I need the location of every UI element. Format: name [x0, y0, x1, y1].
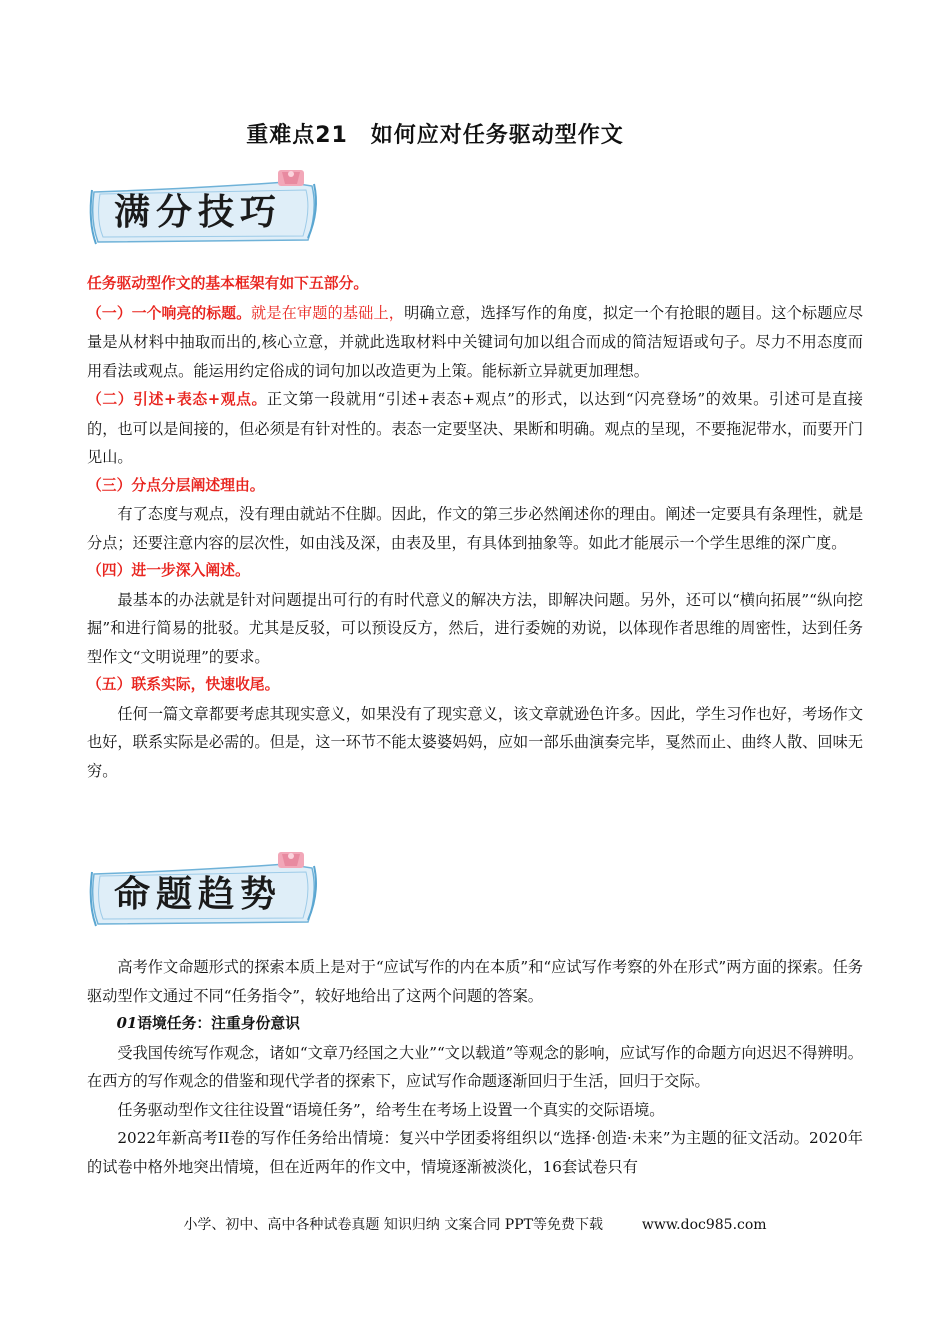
section-banner-trends [86, 852, 326, 930]
item-red-text: 就是在审题的基础上， [251, 303, 405, 322]
section-banner-tips [86, 170, 326, 248]
item-2 [87, 385, 863, 472]
item-4-heading: （四）进一步深入阐述。 [87, 562, 250, 579]
item-3-text: 有了态度与观点，没有理由就站不住脚。因此，作文的第三步必然阐述你的理由。阐述一定要具有条理性，就是分点；还要注意内容的层次性，如由浅及深，由表及里，有具体到抽象等。如此才能展示一个学生思维的深广度。 [87, 505, 863, 552]
section-trends-body [87, 953, 863, 1181]
paragraph: 任务驱动型作文往往设置“语境任务”，给考生在考场上设置一个真实的交际语境。 [117, 1100, 665, 1119]
item-heading: （二）引述+表态+观点。 [87, 391, 267, 408]
item-3-heading: （三）分点分层阐述理由。 [87, 476, 265, 494]
paragraph: 2022年新高考II卷的写作任务给出情境：复兴中学团委将组织以“选择·创造·未来”为主题的征文活动。2020年的试卷中格外地突出情境，但在近两年的作文中，情境逐渐被淡化，16套试卷只有 [87, 1129, 863, 1176]
item-1 [87, 299, 863, 386]
item-text: 正文第一段就用“引述+表态+观点”的形式，以达到“闪亮登场”的效果。引述可是直接的，也可以是间接的，但必须是有针对性的。表态一定要坚决、果断和明确。观点的呈现，不要拖泥带水，而要开门见山。 [87, 390, 863, 466]
item-5-text: 任何一篇文章都要考虑其现实意义，如果没有了现实意义，该文章就逊色许多。因此，学生习作也好，考场作文也好，联系实际是必需的。但是，这一环节不能太婆婆妈妈，应如一部乐曲演奏完毕，戛然而止、曲终人散、回味无穷。 [87, 704, 863, 780]
footer-url[interactable]: www.doc985.com [641, 1217, 767, 1233]
section-lead: 任务驱动型作文的基本框架有如下五部分。 [87, 275, 369, 292]
banner-title: 满分技巧 [114, 191, 283, 233]
paragraph: 受我国传统写作观念，诸如“文章乃经国之大业”“文以载道”等观念的影响，应试写作的命题方向迟迟不得辨明。在西方的写作观念的借鉴和现代学者的探索下，应试写作命题逐渐回归于生活，回归于交际。 [87, 1043, 863, 1090]
document-title: 重难点21 如何应对任务驱动型作文 [246, 123, 624, 148]
section-intro: 高考作文命题形式的探索本质上是对于“应试写作的内在本质”和“应试写作考察的外在形式”两方面的探索。任务驱动型作文通过不同“任务指令”，较好地给出了这两个问题的答案。 [87, 958, 863, 1005]
section-tips-body [87, 270, 863, 785]
subheading: 01语境任务：注重身份意识 [116, 1015, 300, 1032]
banner-title: 命题趋势 [114, 873, 283, 915]
footer-text: 小学、初中、高中各种试卷真题 知识归纳 文案合同 PPT等免费下载 [183, 1217, 603, 1233]
item-5-heading: （五）联系实际，快速收尾。 [87, 676, 280, 693]
item-text: 明确立意，选择写作的角度，拟定一个有抢眼的题目。这个标题应尽量是从材料中抽取而出的,核心立意，并就此选取材料中关键词句加以组合而成的简洁短语或句子。尽力不用态度而用看法或观点。能运用约定俗成的词句加以改造更为上策。能标新立异就更加理想。 [87, 303, 864, 380]
item-4-text: 最基本的办法就是针对问题提出可行的有时代意义的解决方法，即解决问题。另外，还可以“横向拓展”“纵向挖掘”和进行简易的批驳。尤其是反驳，可以预设反方，然后，进行委婉的劝说，以体现作者思维的周密性，达到任务型作文“文明说理”的要求。 [87, 590, 863, 666]
page-footer [0, 1214, 950, 1234]
item-heading: （一）一个响亮的标题。 [87, 304, 252, 322]
